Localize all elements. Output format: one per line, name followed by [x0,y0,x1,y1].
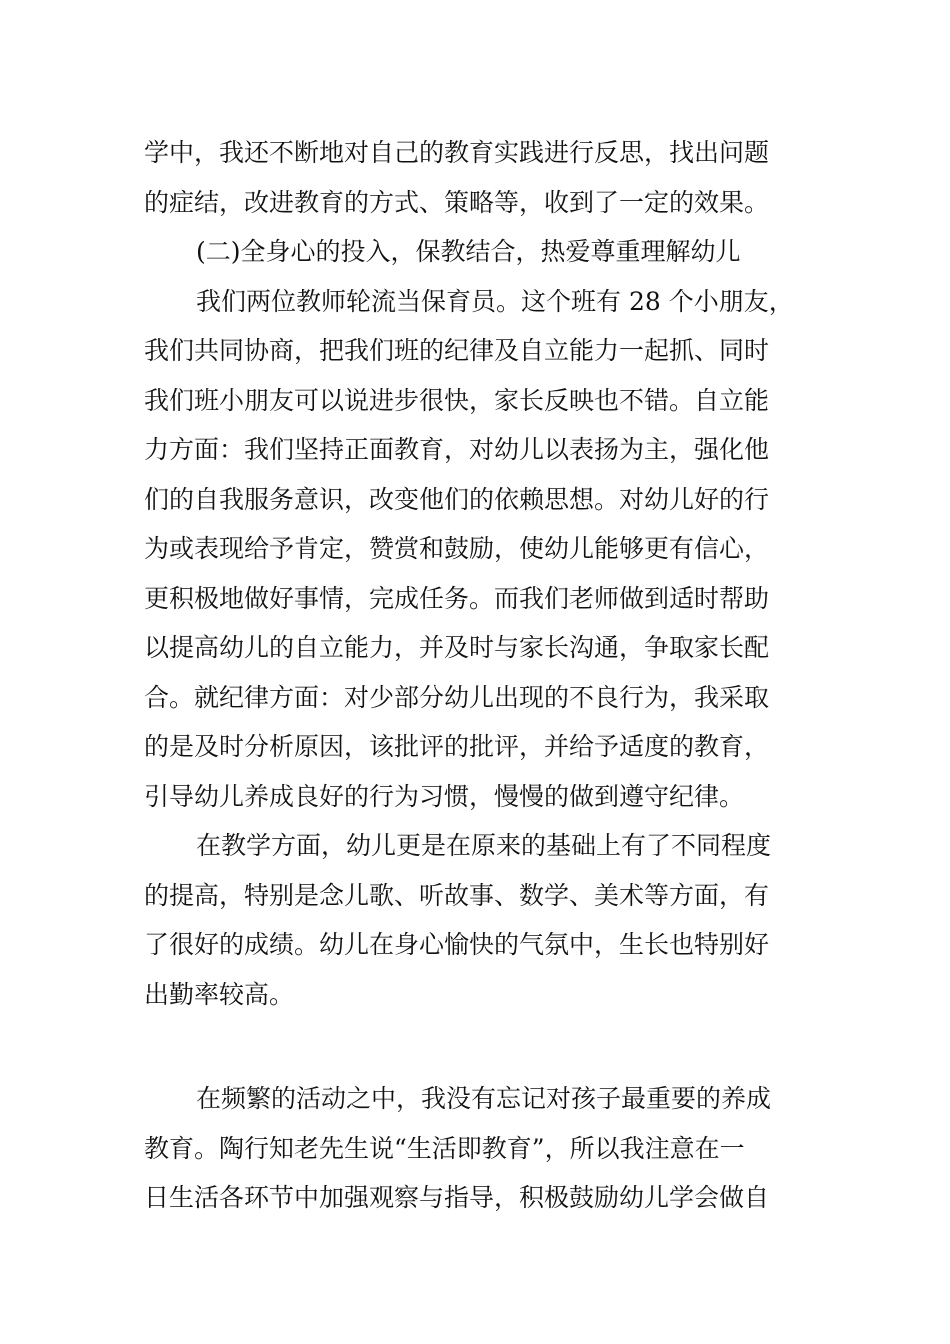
body-text-block [144,1074,806,1223]
text-line: 们的自我服务意识，改变他们的依赖思想。对幼儿好的行 [144,484,770,514]
text-line: 了很好的成绩。幼儿在身心愉快的气氛中，生长也特别好 [144,930,770,959]
text-line: 合。就纪律方面：对少部分幼儿出现的不良行为，我采取 [144,682,770,712]
text-line: 我们共同协商，把我们班的纪律及自立能力一起抓、同时 [144,336,770,365]
text-line: 出勤率较高。 [144,979,295,1009]
text-line: 更积极地做好事情，完成任务。而我们老师做到适时帮助 [144,583,770,613]
text-line: 的提高，特别是念儿歌、听故事、数学、美术等方面，有 [144,880,770,910]
section-heading: (二)全身心的投入，保教结合，热爱尊重理解幼儿 [196,237,741,266]
text-line: 力方面：我们坚持正面教育，对幼儿以表扬为主，强化他 [144,435,770,464]
text-line: 在频繁的活动之中，我没有忘记对孩子最重要的养成 [196,1084,772,1113]
text-line: 我们班小朋友可以说进步很快，家长反映也不错。自立能 [144,385,770,415]
text-line: 的症结，改进教育的方式、策略等，收到了一定的效果。 [144,187,770,217]
text-line: 教育。陶行知老先生说“生活即教育”，所以我注意在一 [144,1133,745,1163]
text-line: 在教学方面，幼儿更是在原来的基础上有了不同程度 [196,831,772,860]
text-line: 的是及时分析原因，该批评的批评，并给予适度的教育， [144,732,770,761]
text-line: 为或表现给予肯定，赞赏和鼓励，使幼儿能够更有信心， [144,534,770,563]
text-line: 日生活各环节中加强观察与指导，积极鼓励幼儿学会做自 [144,1183,770,1212]
text-line: 学中，我还不断地对自己的教育实践进行反思，找出问题 [144,138,770,167]
body-text-block [144,128,806,1019]
text-line: 以提高幼儿的自立能力，并及时与家长沟通，争取家长配 [144,633,770,662]
text-line: 我们两位教师轮流当保育员。这个班有 28 个小朋友， [196,286,794,316]
text-line: 引导幼儿养成良好的行为习惯，慢慢的做到遵守纪律。 [144,781,745,811]
